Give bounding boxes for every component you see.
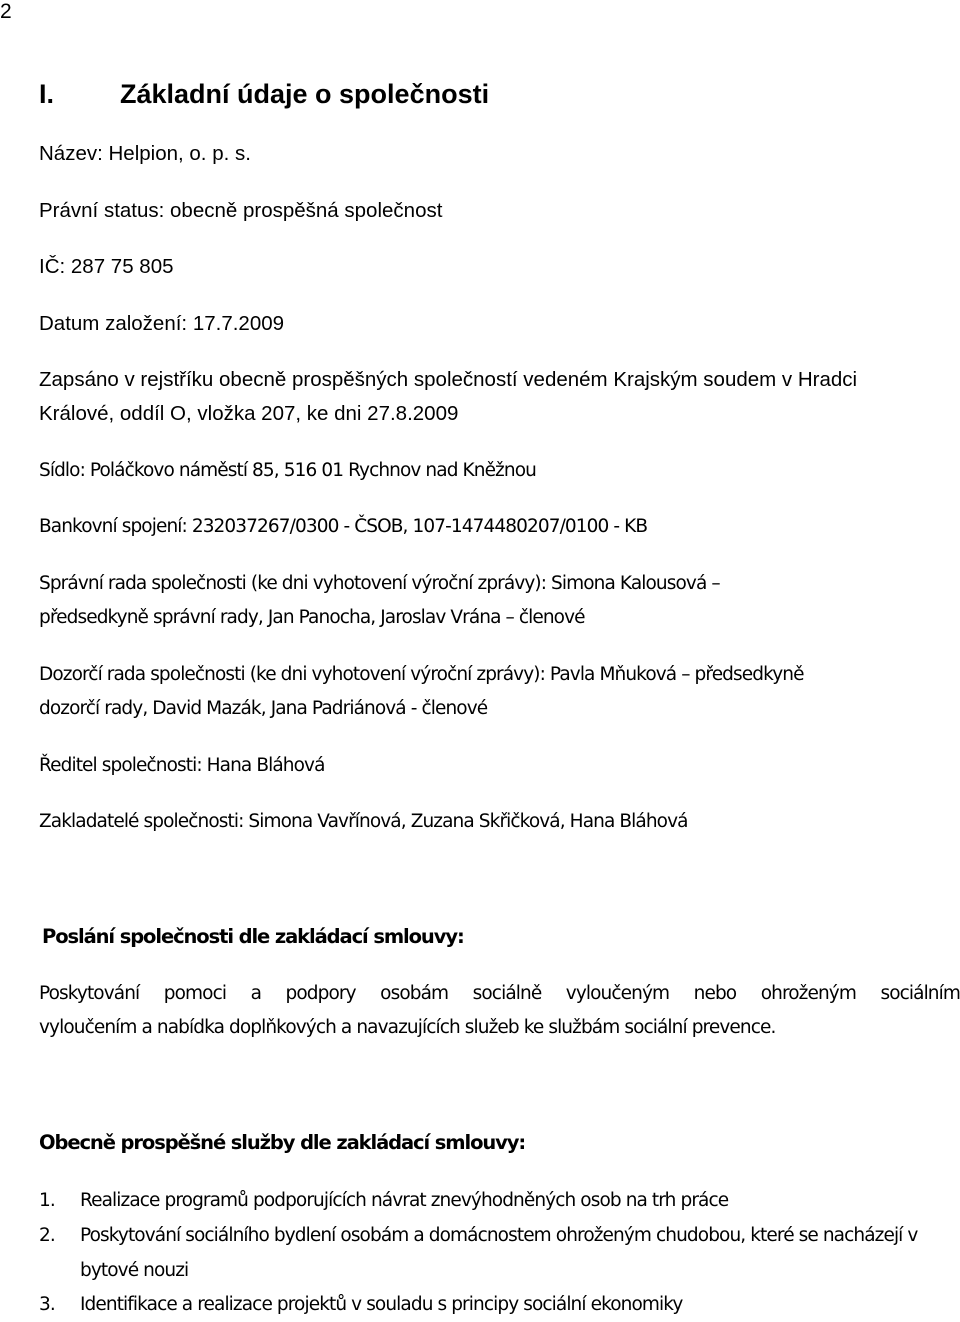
mission-heading: Poslání společnosti dle zakládací smlouvy: [42,925,464,948]
mission-line-1: Poskytování pomoci a podpory osobám sociálně vyloučeným nebo ohroženým sociálním [39,983,960,1004]
registry-line-1: Zapsáno v rejstříku obecně prospěšných společností vedeném Krajským soudem v Hradci [39,368,858,391]
bank-details: Bankovní spojení: 232037267/0300 - ČSOB, 107-1474480207/0100 - KB [39,516,648,537]
board-line-1: Správní rada společnosti (ke dni vyhotovení výroční zprávy): Simona Kalousová – [39,573,720,594]
legal-status: Právní status: obecně prospěšná společnost [39,199,443,222]
list-marker: 2. [39,1225,55,1246]
list-marker: 3. [39,1294,55,1315]
list-item-text: Realizace programů podporujících návrat znevýhodněných osob na trh práce [80,1190,729,1211]
company-name: Název: Helpion, o. p. s. [39,142,251,165]
list-item [39,1183,960,1218]
director: Ředitel společnosti: Hana Bláhová [39,755,325,776]
mission-line-2: vyloučením a nabídka doplňkových a navazujících služeb ke službám sociální prevence. [39,1017,776,1038]
registered-seat: Sídlo: Poláčkovo náměstí 85, 516 01 Rychnov nad Kněžnou [39,460,536,481]
list-item-text: Poskytování sociálního bydlení osobám a domácnostem ohroženým chudobou, které se nacházejí v bytové nouzi [80,1225,918,1281]
registry-line-2: Králové, oddíl O, vložka 207, ke dni 27.8.2009 [39,402,459,425]
list-item [39,1218,960,1288]
list-item [39,1287,960,1322]
supervisory-line-1: Dozorčí rada společnosti (ke dni vyhotovení výroční zprávy): Pavla Mňuková – předsedkyně [39,664,804,685]
services-heading: Obecně prospěšné služby dle zakládací smlouvy: [39,1131,526,1154]
section-title [39,78,489,110]
board-line-2: předsedkyně správní rady, Jan Panocha, Jaroslav Vrána – členové [39,607,585,628]
company-id: IČ: 287 75 805 [39,255,174,278]
section-title-text: Základní údaje o společnosti [120,79,490,109]
page-number: 2 [0,0,12,23]
list-marker: 1. [39,1190,55,1211]
section-number: I. [39,79,55,109]
founders: Zakladatelé společnosti: Simona Vavřínová, Zuzana Skřičková, Hana Bláhová [39,811,688,832]
supervisory-line-2: dozorčí rady, David Mazák, Jana Padriánová - členové [39,698,488,719]
founding-date: Datum založení: 17.7.2009 [39,312,285,335]
list-item-text: Identifikace a realizace projektů v souladu s principy sociální ekonomiky [80,1294,683,1315]
